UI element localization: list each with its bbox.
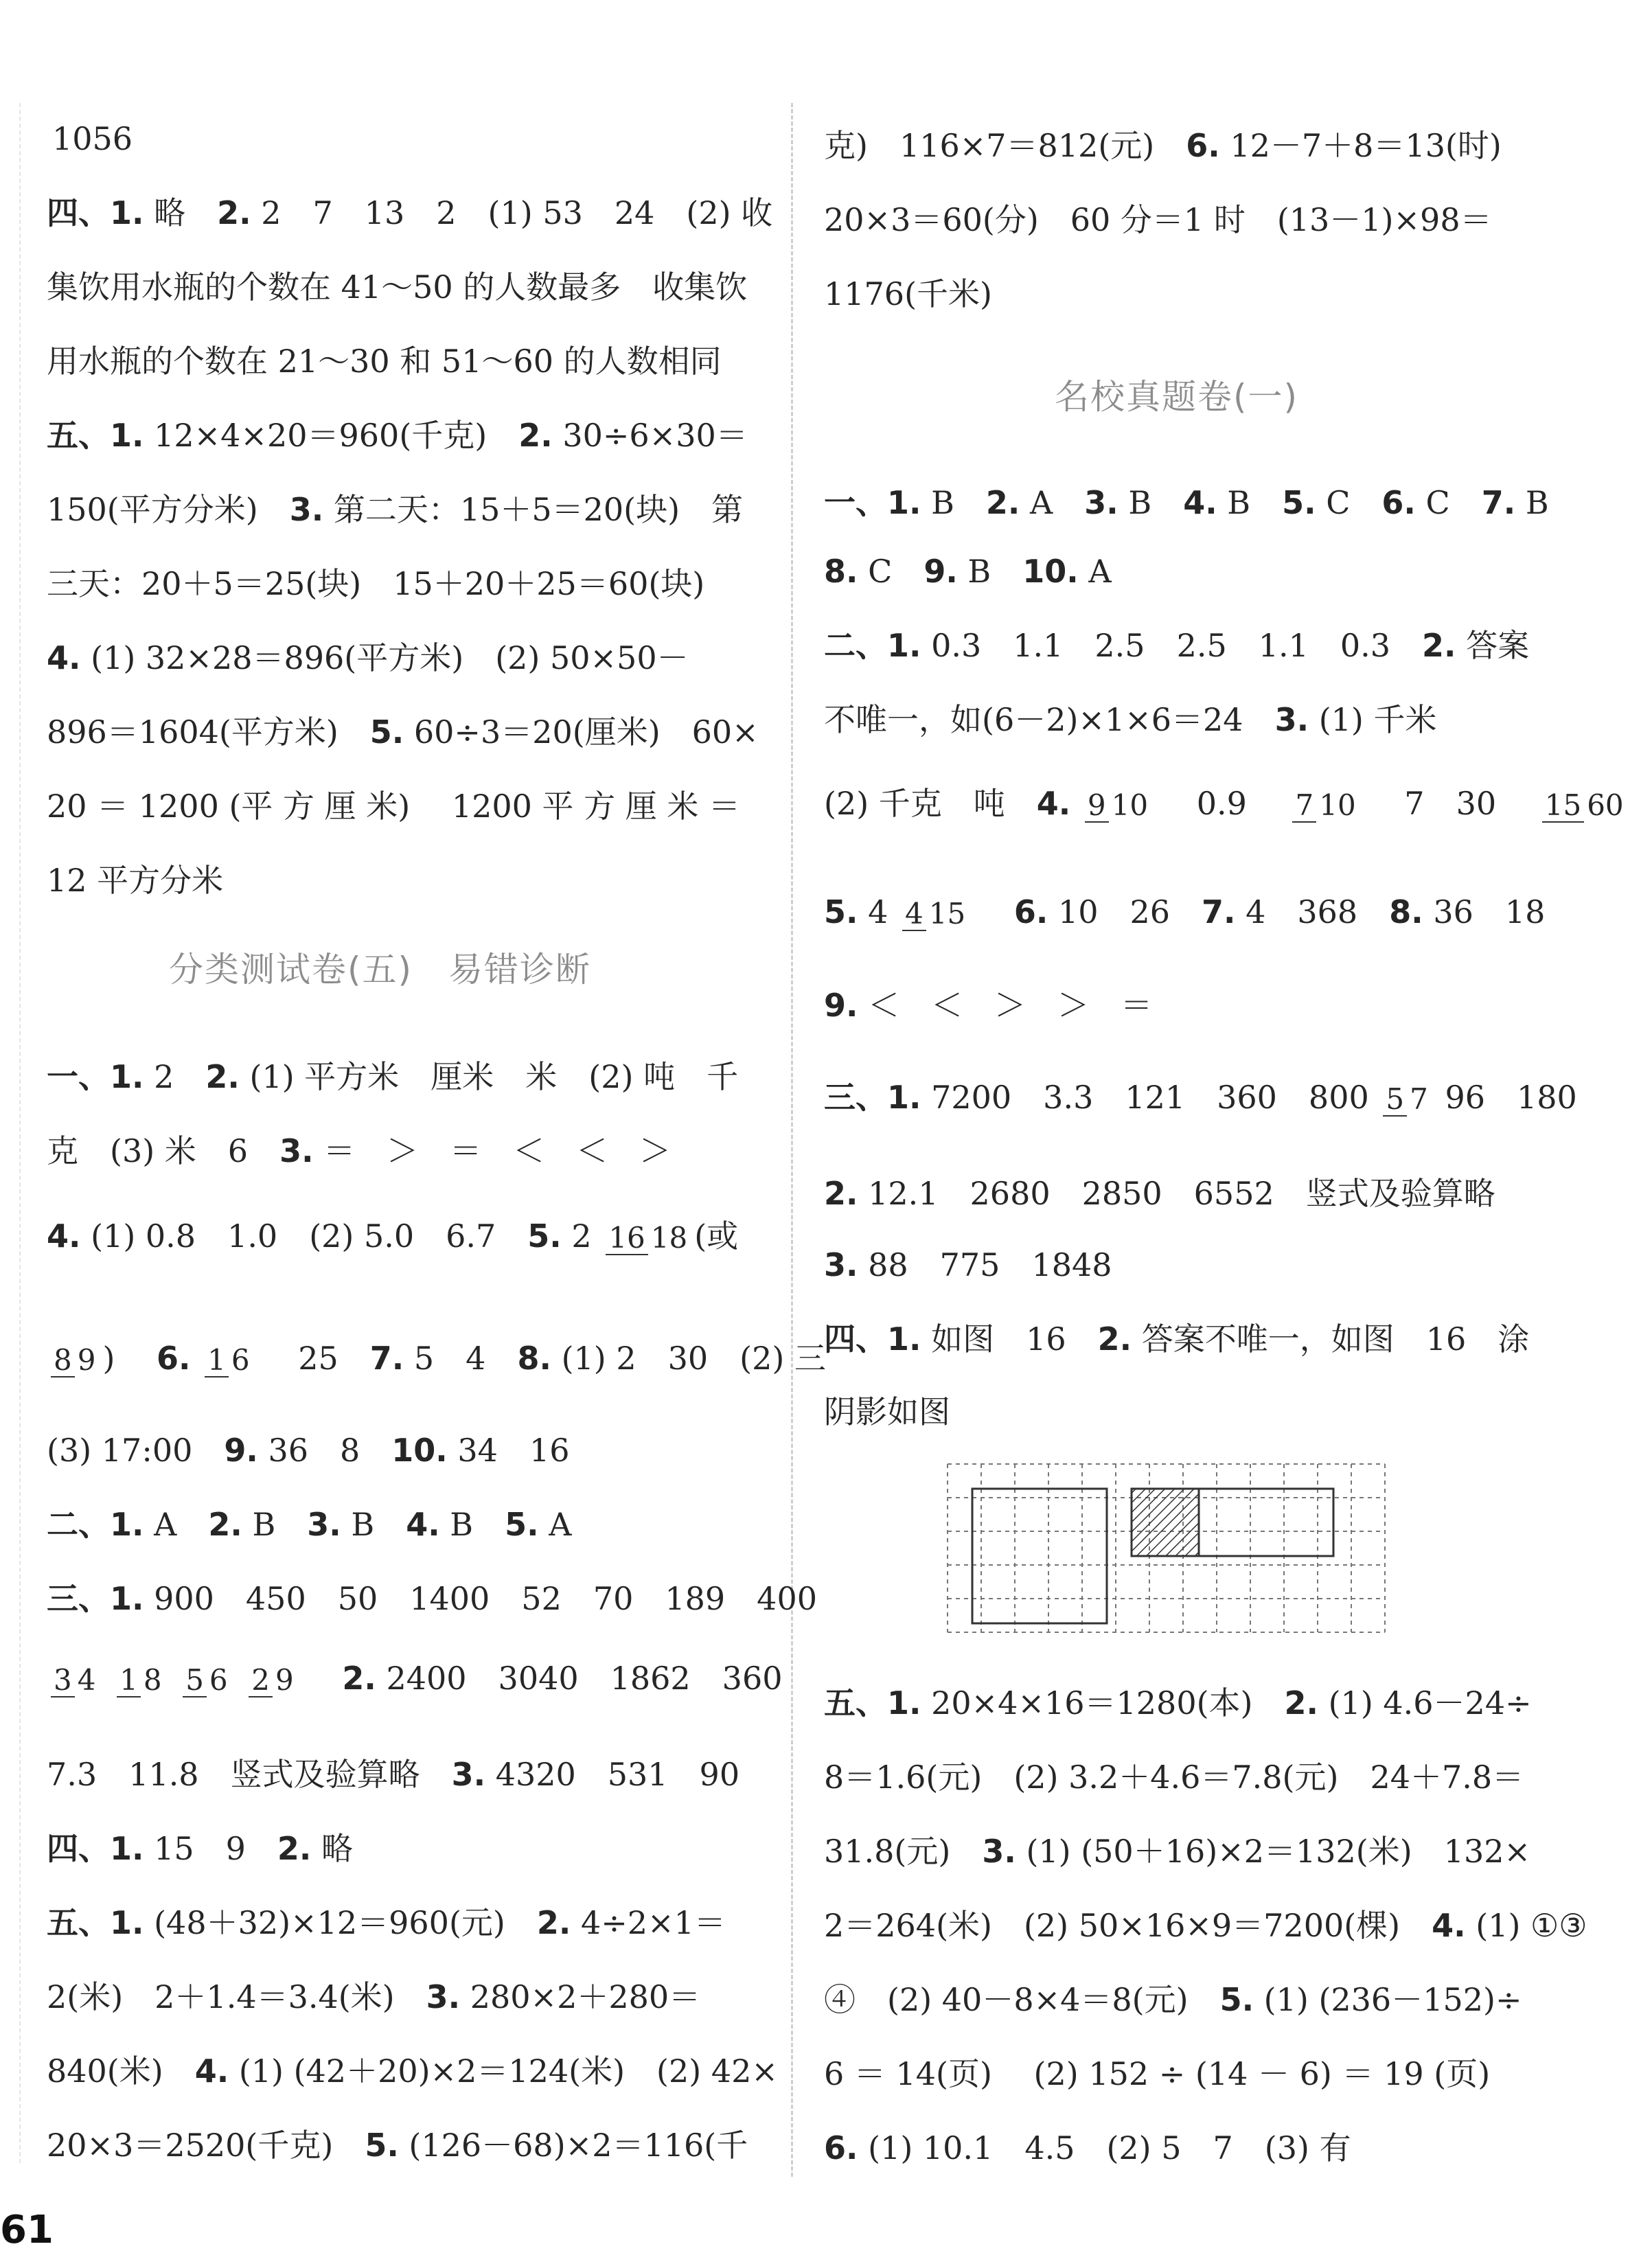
answer-line: 20 ＝ 1200 (平 方 厘 米) 1200 平 方 厘 米 ＝ xyxy=(47,788,741,825)
answer-line: 20×3＝2520(千克) 5. (126－68)×2＝116(千 xyxy=(47,2127,748,2164)
fraction: 8 9 xyxy=(51,1345,98,1377)
answer-line: 7.3 11.8 竖式及验算略 3. 4320 531 90 xyxy=(47,1756,740,1793)
fraction: 1 8 xyxy=(117,1665,164,1697)
fraction: 5 6 xyxy=(183,1665,230,1697)
fraction: 16 18 xyxy=(606,1222,690,1255)
answer-line: 不唯一，如(6－2)×1×6＝24 3. (1) 千米 xyxy=(824,701,1437,738)
answer-line: (2) 千克 吨 4. 9 10 0.9 7 10 7 30 15 60 xyxy=(824,781,1631,825)
answer-line: 4. (1) 32×28＝896(平方米) (2) 50×50－ xyxy=(47,639,689,676)
answer-line: 二、1. 0.3 1.1 2.5 2.5 1.1 0.3 2. 答案 xyxy=(824,627,1530,664)
answer-line: 20×3＝60(分) 60 分＝1 时 (13－1)×98＝ xyxy=(824,201,1492,238)
fraction: 7 10 xyxy=(1292,790,1358,823)
answer-line: 三、1. 7200 3.3 121 360 800 5 7 96 180 xyxy=(824,1079,1577,1116)
answer-line: 一、1. B 2. A 3. B 4. B 5. C 6. C 7. B xyxy=(824,484,1549,521)
answer-line: 31.8(元) 3. (1) (50＋16)×2＝132(米) 132× xyxy=(824,1833,1531,1870)
answer-line: 克 (3) 米 6 3. ＝ ＞ ＝ ＜ ＜ ＞ xyxy=(47,1132,672,1169)
answer-line: 12 平方分米 xyxy=(47,862,224,899)
shaded-square xyxy=(1132,1489,1199,1556)
answer-line: ④ (2) 40－8×4＝8(元) 5. (1) (236－152)÷ xyxy=(824,1981,1522,2018)
answer-line: 2＝264(米) (2) 50×16×9＝7200(棵) 4. (1) ①③ xyxy=(824,1907,1587,1944)
answer-line: 5. 4 4 15 6. 10 26 7. 4 368 8. 36 18 xyxy=(824,893,1546,930)
answer-line: 1176(千米) xyxy=(824,275,992,312)
answer-line: 四、1. 15 9 2. 略 xyxy=(47,1830,354,1867)
fraction: 2 9 xyxy=(249,1665,296,1697)
answer-line: 集饮用水瓶的个数在 41～50 的人数最多 收集饮 xyxy=(47,268,748,306)
answer-line: 896＝1604(平方米) 5. 60÷3＝20(厘米) 60× xyxy=(47,713,759,751)
answer-line: 四、1. 略 2. 2 7 13 2 (1) 53 24 (2) 收 xyxy=(47,194,773,231)
answer-line: 四、1. 如图 16 2. 答案不唯一，如图 16 涂 xyxy=(824,1320,1530,1358)
answer-line: 9. ＜ ＜ ＞ ＞ ＝ xyxy=(824,987,1153,1024)
right-column xyxy=(796,0,1652,2264)
answer-line: 8＝1.6(元) (2) 3.2＋4.6＝7.8(元) 24＋7.8＝ xyxy=(824,1759,1524,1796)
fraction: 15 60 xyxy=(1542,790,1627,823)
answer-line: 150(平方分米) 3. 第二天：15＋5＝20(块) 第 xyxy=(47,491,744,528)
answer-line: 五、1. 20×4×16＝1280(本) 2. (1) 4.6－24÷ xyxy=(824,1684,1532,1722)
answer-line: 克) 116×7＝812(元) 6. 12－7＋8＝13(时) xyxy=(824,127,1502,164)
answer-line: 一、1. 2 2. (1) 平方米 厘米 米 (2) 吨 千 xyxy=(47,1058,739,1095)
fraction: 1 6 xyxy=(205,1345,252,1377)
answer-line: 用水瓶的个数在 21～30 和 51～60 的人数相同 xyxy=(47,343,722,380)
answer-line: 五、1. (48＋32)×12＝960(元) 2. 4÷2×1＝ xyxy=(47,1904,726,1941)
answer-line: 8 9 ) 6. 1 6 25 7. 5 4 8. (1) 2 30 (2) 三 xyxy=(47,1336,826,1380)
section-title: 分类测试卷(五) 易错诊断 xyxy=(169,950,592,990)
answer-line: 1056 xyxy=(52,120,133,157)
answer-line: 阴影如图 xyxy=(824,1393,950,1430)
answer-line: 4. (1) 0.8 1.0 (2) 5.0 6.7 5. 2 16 18 (或 xyxy=(47,1217,739,1255)
answer-line: 6. (1) 10.1 4.5 (2) 5 7 (3) 有 xyxy=(824,2129,1351,2166)
answer-line: 3. 88 775 1848 xyxy=(824,1246,1112,1283)
grid-figure xyxy=(942,1459,1409,1658)
answer-line: 2(米) 2＋1.4＝3.4(米) 3. 280×2＋280＝ xyxy=(47,1978,701,2015)
fraction: 4 15 xyxy=(902,898,968,931)
answer-line: 三、1. 900 450 50 1400 52 70 189 400 xyxy=(47,1580,817,1617)
answer-line: 840(米) 4. (1) (42＋20)×2＝124(米) (2) 42× xyxy=(47,2053,778,2090)
answer-line: 五、1. 12×4×20＝960(千克) 2. 30÷6×30＝ xyxy=(47,417,748,454)
answer-line: 3 4 1 8 5 6 2 9 2. 2400 3040 1862 360 xyxy=(47,1656,782,1700)
answer-line: 二、1. A 2. B 3. B 4. B 5. A xyxy=(47,1506,572,1543)
answer-line: (3) 17:00 9. 36 8 10. 34 16 xyxy=(47,1432,570,1469)
fraction: 5 7 xyxy=(1383,1084,1430,1117)
answer-line: 8. C 9. B 10. A xyxy=(824,553,1112,590)
page-number: 61 xyxy=(0,2208,54,2252)
answer-line: 2. 12.1 2680 2850 6552 竖式及验算略 xyxy=(824,1175,1495,1212)
section-title: 名校真题卷(一) xyxy=(1055,377,1299,417)
fraction: 3 4 xyxy=(51,1665,98,1697)
fraction: 9 10 xyxy=(1085,790,1151,823)
answer-line: 三天：20＋5＝25(块) 15＋20＋25＝60(块) xyxy=(47,565,705,602)
square-shape xyxy=(972,1489,1107,1623)
answer-line: 6 ＝ 14(页) (2) 152 ÷ (14 － 6) ＝ 19 (页) xyxy=(824,2055,1491,2092)
